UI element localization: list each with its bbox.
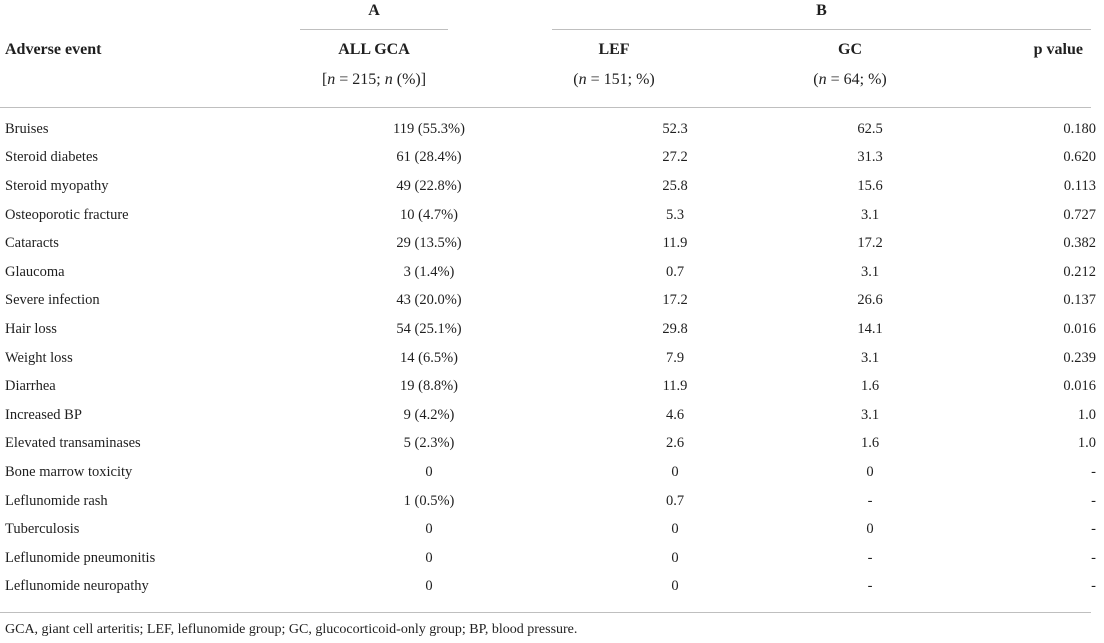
table-row [0,487,1104,516]
cell-p-value: 0.620 [1063,149,1096,166]
cell-p-value: - [1091,463,1096,480]
cell-lef: 0 [671,463,679,480]
cell-lef: 11.9 [662,378,688,395]
cell-p-value: 0.382 [1063,235,1096,252]
cell-p-value: - [1091,492,1096,509]
cell-gc: 3.1 [860,263,880,280]
cell-p-value: 0.016 [1063,378,1096,395]
column-header-gc [776,35,924,95]
cell-gc: - [867,549,873,566]
table-row [0,229,1104,258]
cell-adverse-event: Tuberculosis [5,521,80,538]
cell-lef: 11.9 [662,235,688,252]
adverse-events-table [0,115,1104,601]
table-row [0,458,1104,487]
cell-adverse-event: Severe infection [5,292,100,309]
table-row [0,573,1104,602]
cell-p-value: 0.137 [1063,292,1096,309]
column-header-all-gca [290,35,458,95]
cell-lef: 25.8 [662,177,688,194]
cell-adverse-event: Leflunomide rash [5,492,108,509]
table-row [0,258,1104,287]
cell-adverse-event: Leflunomide neuropathy [5,578,149,595]
bottom-rule [0,612,1091,613]
cell-gc: 3.1 [860,406,880,423]
cell-p-value: - [1091,578,1096,595]
cell-gc: 0 [866,521,874,538]
table-footnote: GCA, giant cell arteritis; LEF, leflunomide group; GC, glucocorticoid-only group; BP, blood pressure. [5,622,578,637]
cell-adverse-event: Cataracts [5,235,59,252]
cell-gc: 14.1 [857,320,883,337]
cell-lef: 52.3 [662,120,688,137]
table-row [0,201,1104,230]
cell-lef: 0 [671,521,679,538]
cell-all-gca: 43 (20.0%) [396,292,462,309]
cell-p-value: 0.239 [1063,349,1096,366]
column-header-all-gca-line2: [n = 215; n (%)] [321,71,427,88]
cell-all-gca: 5 (2.3%) [403,435,455,452]
cell-p-value: - [1091,521,1096,538]
column-header-adverse-event: Adverse event [5,41,102,58]
table-row [0,515,1104,544]
table-row [0,430,1104,459]
table-row [0,544,1104,573]
cell-all-gca: 29 (13.5%) [396,235,462,252]
cell-lef: 7.9 [665,349,685,366]
cell-p-value: - [1091,549,1096,566]
cell-lef: 17.2 [662,292,688,309]
cell-all-gca: 14 (6.5%) [400,349,458,366]
cell-p-value: 0.113 [1063,177,1096,194]
cell-all-gca: 10 (4.7%) [400,206,458,223]
cell-adverse-event: Bruises [5,120,49,137]
cell-p-value: 0.180 [1063,120,1096,137]
cell-all-gca: 0 [425,578,433,595]
column-header-gc-line2: (n = 64; %) [813,71,887,88]
cell-adverse-event: Bone marrow toxicity [5,463,133,480]
column-header-lef [540,35,688,95]
group-header-b: B [816,2,827,19]
table-row [0,287,1104,316]
cell-adverse-event: Steroid diabetes [5,149,99,166]
cell-adverse-event: Diarrhea [5,378,56,395]
table-body [0,115,1104,601]
cell-gc: 62.5 [857,120,883,137]
cell-lef: 0.7 [665,263,685,280]
cell-adverse-event: Elevated transaminases [5,435,141,452]
group-header-a: A [368,2,380,19]
cell-p-value: 1.0 [1077,435,1096,452]
table-row [0,172,1104,201]
cell-lef: 27.2 [662,149,688,166]
column-header-gc-line1: GC [838,41,862,58]
cell-all-gca: 0 [425,463,433,480]
table-row [0,344,1104,373]
cell-adverse-event: Leflunomide pneumonitis [5,549,156,566]
cell-gc: 31.3 [857,149,883,166]
column-header-lef-line2: (n = 151; %) [573,71,655,88]
table-row [0,372,1104,401]
header-rule [0,107,1091,108]
cell-lef: 4.6 [665,406,685,423]
cell-gc: 15.6 [857,177,883,194]
cell-lef: 29.8 [662,320,688,337]
cell-lef: 2.6 [665,435,685,452]
cell-lef: 5.3 [665,206,685,223]
cell-all-gca: 49 (22.8%) [396,177,462,194]
cell-p-value: 0.212 [1063,263,1096,280]
cell-all-gca: 3 (1.4%) [403,263,455,280]
cell-adverse-event: Osteoporotic fracture [5,206,129,223]
cell-lef: 0.7 [665,492,685,509]
cell-adverse-event: Increased BP [5,406,82,423]
table-row [0,401,1104,430]
cell-lef: 0 [671,578,679,595]
cell-p-value: 1.0 [1077,406,1096,423]
column-header-p-value: p value [1033,41,1083,58]
cell-gc: 3.1 [860,206,880,223]
group-header-b-underline [552,29,1091,30]
cell-all-gca: 19 (8.8%) [400,378,458,395]
cell-all-gca: 0 [425,521,433,538]
table-row [0,144,1104,173]
cell-all-gca: 9 (4.2%) [403,406,455,423]
cell-gc: 17.2 [857,235,883,252]
cell-gc: - [867,492,873,509]
cell-adverse-event: Glaucoma [5,263,65,280]
cell-all-gca: 54 (25.1%) [396,320,462,337]
cell-adverse-event: Hair loss [5,320,57,337]
column-header-all-gca-line1: ALL GCA [338,41,410,58]
cell-all-gca: 1 (0.5%) [403,492,455,509]
table-row [0,115,1104,144]
cell-gc: - [867,578,873,595]
cell-all-gca: 61 (28.4%) [396,149,462,166]
cell-gc: 26.6 [857,292,883,309]
group-header-a-underline [300,29,448,30]
cell-all-gca: 119 (55.3%) [393,120,465,137]
column-header-lef-line1: LEF [598,41,630,58]
cell-gc: 0 [866,463,874,480]
cell-adverse-event: Weight loss [5,349,73,366]
cell-p-value: 0.727 [1063,206,1096,223]
cell-all-gca: 0 [425,549,433,566]
cell-lef: 0 [671,549,679,566]
cell-gc: 1.6 [860,378,880,395]
table-row [0,315,1104,344]
cell-gc: 1.6 [860,435,880,452]
cell-adverse-event: Steroid myopathy [5,177,109,194]
cell-gc: 3.1 [860,349,880,366]
cell-p-value: 0.016 [1063,320,1096,337]
